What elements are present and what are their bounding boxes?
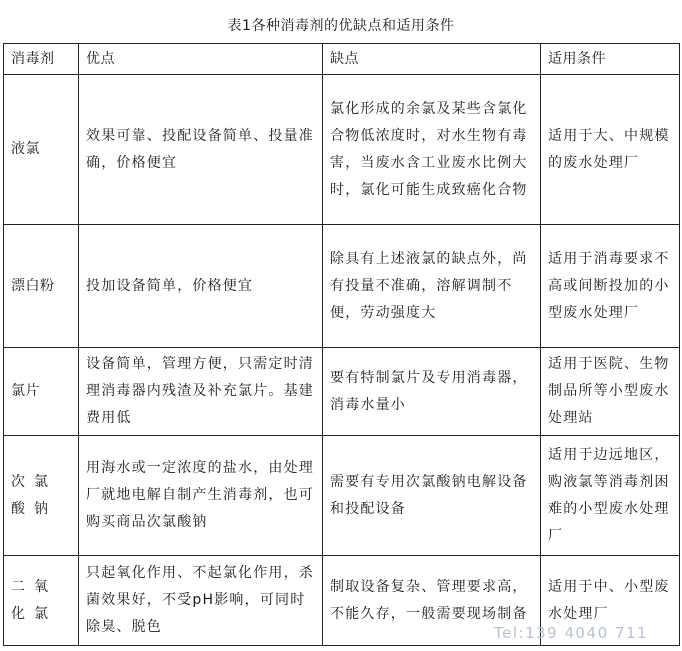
cell-agent: 漂白粉 xyxy=(4,225,79,348)
cell-conditions: 适用于大、中规模的废水处理厂 xyxy=(541,75,680,225)
cell-disadvantages: 要有特制氯片及专用消毒器，消毒水量小 xyxy=(323,348,541,436)
cell-conditions: 适用于边远地区，购液氯等消毒剂困难的小型废水处理厂 xyxy=(541,436,680,556)
cell-agent: 次氯酸钠 xyxy=(4,436,79,556)
cell-agent: 氯片 xyxy=(4,348,79,436)
cell-conditions: 适用于中、小型废水处理厂 xyxy=(541,556,680,646)
cell-disadvantages: 除具有上述液氯的缺点外，尚有投量不准确，溶解调制不便，劳动强度大 xyxy=(323,225,541,348)
table-row xyxy=(4,556,680,646)
header-conditions: 适用条件 xyxy=(541,44,680,75)
phone-watermark: Tel:139 4040 711 xyxy=(494,624,649,642)
header-disadvantages: 缺点 xyxy=(323,44,541,75)
cell-advantages: 用海水或一定浓度的盐水，由处理厂就地电解自制产生消毒剂，也可购买商品次氯酸钠 xyxy=(79,436,323,556)
table-header-row xyxy=(4,44,680,75)
cell-advantages: 效果可靠、投配设备简单、投量准确，价格便宜 xyxy=(79,75,323,225)
table-row xyxy=(4,348,680,436)
cell-disadvantages: 制取设备复杂、管理要求高，不能久存，一般需要现场制备 xyxy=(323,556,541,646)
cell-advantages: 只起氧化作用、不起氯化作用，杀菌效果好，不受pH影响，可同时除臭、脱色 xyxy=(79,556,323,646)
table-row xyxy=(4,436,680,556)
header-advantages: 优点 xyxy=(79,44,323,75)
cell-agent: 二氧化氯 xyxy=(4,556,79,646)
cell-conditions: 适用于医院、生物制品所等小型废水处理站 xyxy=(541,348,680,436)
cell-conditions: 适用于消毒要求不高或间断投加的小型废水处理厂 xyxy=(541,225,680,348)
cell-agent: 液氯 xyxy=(4,75,79,225)
disinfectant-comparison-table xyxy=(3,43,680,646)
cell-disadvantages: 氯化形成的余氯及某些含氯化合物低浓度时，对水生物有毒害，当废水含工业废水比例大时，氯化可能生成致癌化合物 xyxy=(323,75,541,225)
cell-advantages: 投加设备简单，价格便宜 xyxy=(79,225,323,348)
table-row xyxy=(4,225,680,348)
cell-disadvantages: 需要有专用次氯酸钠电解设备和投配设备 xyxy=(323,436,541,556)
header-agent: 消毒剂 xyxy=(4,44,79,75)
table-caption: 表1各种消毒剂的优缺点和适用条件 xyxy=(227,18,455,34)
table-row xyxy=(4,75,680,225)
cell-advantages: 设备简单，管理方便，只需定时清理消毒器内残渣及补充氯片。基建费用低 xyxy=(79,348,323,436)
